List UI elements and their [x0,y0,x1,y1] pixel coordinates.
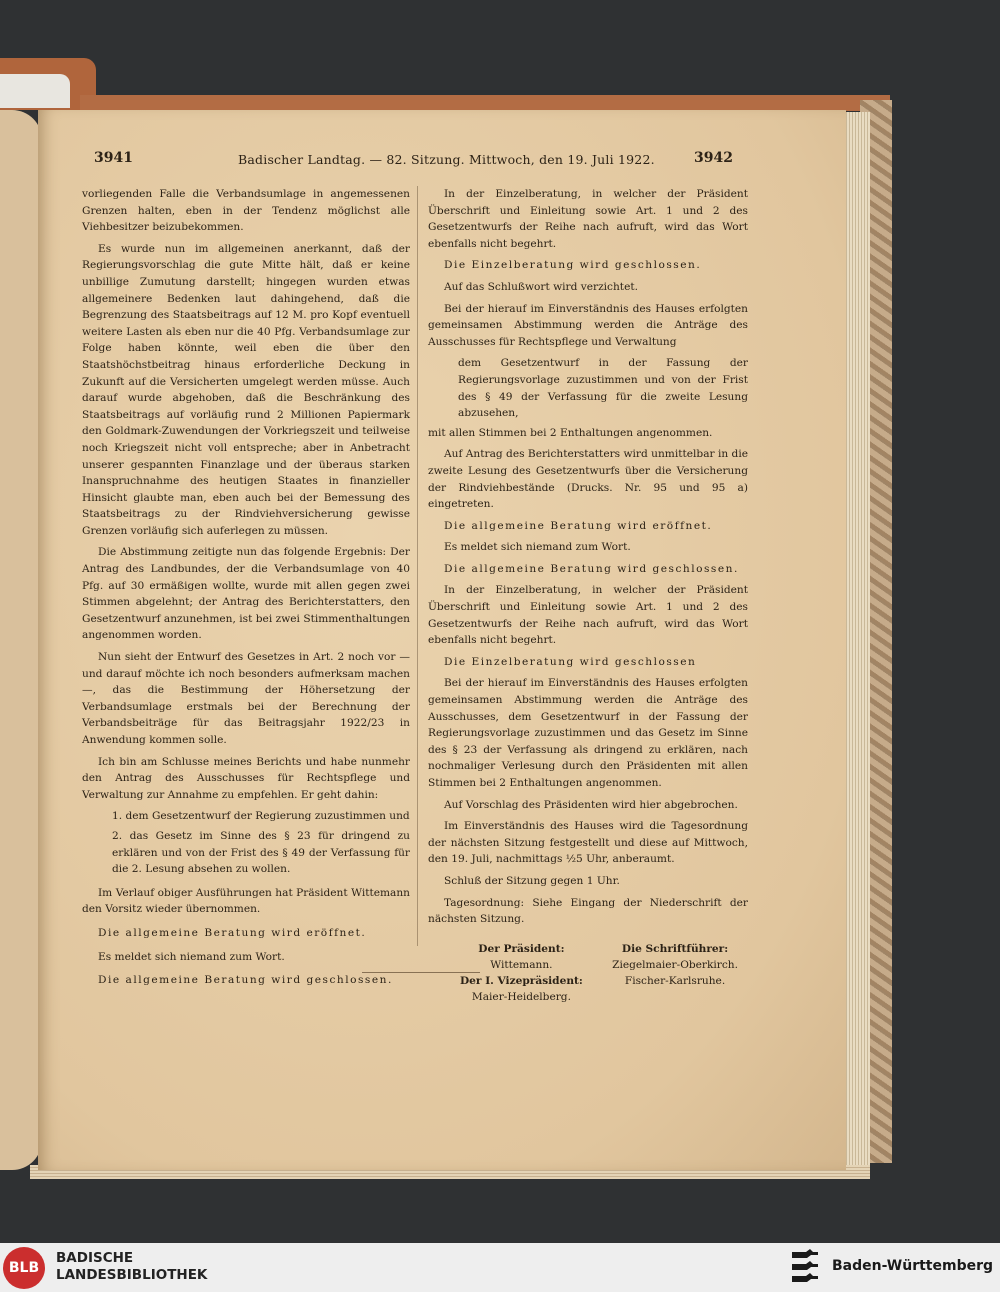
running-head: Badischer Landtag. — 82. Sitzung. Mittwoch, den 19. Juli 1922. [238,152,655,167]
paragraph: Es wurde nun im allgemeinen anerkannt, daß der Regierungsvorschlag die gute Mitte hält, daß er keine unbillige Zumutung darstellt; hingegen wurden etwas allgemeinere Bedenken laut dahingehend, daß die Begrenzung des Staatsbeitrags auf 12 M. pro Kopf eventuell weitere Lasten als eben nur die 40 Pfg. Verbandsumlage zur Folge haben könnte, weil eben die über den Staatshöchstbeitrag hinaus erforderliche Deckung in Zukunft auf die Versicherten umgelegt werden müsse. Auch darauf wurde abgehoben, daß die Beschränkung des Staatsbeitrags auf vorläufig rund 2 Millionen Papiermark den Goldmark-Zuwendungen der Vorkriegszeit und teilweise noch Kriegszeit nicht voll entspreche; aber in Anbetracht unserer gespannten Finanzlage und der überaus starken Inanspruchnahme des heutigen Staates in finanzieller Hinsicht glaubte man, eben auch bei der Bemessung des Staatsbeitrags zu der Rindviehversicherung gewisse Grenzen vorläufig sich auferlegen zu müssen. [82,242,410,537]
paragraph: Auf das Schlußwort wird verzichtet. [444,280,638,293]
book-strap-lining [0,74,70,108]
paragraph: Im Einverständnis des Hauses wird die Tagesordnung der nächsten Sitzung festgestellt und diese auf Mittwoch, den 19. Juli, nachmittags ½5 Uhr, anberaumt. [428,820,748,866]
paragraph: Es meldet sich niemand zum Wort. [98,950,285,963]
paragraph: Auf Antrag des Berichterstatters wird unmittelbar in die zweite Lesung des Gesetzentwurfs über die Versicherung der Rindviehbestände (Drucks. Nr. 95 und 95 a) eingetreten. [428,448,748,511]
list-item: 1. dem Gesetzentwurf der Regierung zuzustimmen und [112,810,410,823]
list-item: dem Gesetzentwurf in der Fassung der Regierungsvorlage zuzustimmen und von der Frist des § 49 der Verfassung für die zweite Lesung abzusehen, [458,357,748,420]
blb-logo-icon[interactable]: BLB [3,1247,45,1289]
paragraph: vorliegenden Falle die Verbandsumlage in angemessenen Grenzen halten, eben in der Tendenz möglichst alle Viehbesitzer beizubekommen. [82,188,410,234]
left-column [82,186,410,994]
paragraph: Nun sieht der Entwurf des Gesetzes in Art. 2 noch vor — und darauf möchte ich noch besonders aufmerksam machen —, das die Bestimmung der Höhersetzung der Verbandsumlage erstmals bei der Berechnung der Verbandsbeiträge für das Beitragsjahr 1922/23 in Anwendung kommen solle. [82,651,410,746]
paragraph: Bei der hierauf im Einverständnis des Hauses erfolgten gemeinsamen Abstimmung werden die Anträge des Ausschusses, dem Gesetzentwurf in der Fassung der Regierungsvorlage zuzustimmen und das Gesetz im Sinne des § 23 der Verfassung als dringend zu erklären, nach nochmaliger Verlesung durch den Präsidenten mit allen Stimmen bei 2 Enthaltungen angenommen. [428,677,748,789]
library-name-line: BADISCHE [56,1250,134,1266]
paragraph: In der Einzelberatung, in welcher der Präsident Überschrift und Einleitung sowie Art. 1 und 2 des Gesetzentwurfs der Reihe nach aufruft, wird das Wort ebenfalls nicht begehrt. [428,584,748,647]
end-rule [362,972,480,973]
page-number-left: 3941 [94,150,133,166]
page-number-right: 3942 [694,150,733,166]
paragraph: Die allgemeine Beratung wird eröffnet. [98,926,367,939]
signature-title: Der Präsident: [478,942,565,955]
paragraph: Die Abstimmung zeitigte nun das folgende Ergebnis: Der Antrag des Landbundes, der die Verbandsumlage von 40 Pfg. auf 30 ermäßigen wollte, wurde mit allen gegen zwei Stimmen abgelehnt; der Antrag des Berichterstatters, den Gesetzentwurf anzunehmen, ist bei zwei Stimmenthaltungen angenommen worden. [82,546,410,642]
paragraph: Die Einzelberatung wird geschlossen. [444,259,702,272]
library-name-line: LANDESBIBLIOTHEK [56,1267,208,1283]
signature-title: Der I. Vizepräsident: [460,974,583,987]
bw-lions-icon [790,1248,820,1286]
signature-name: Maier-Heidelberg. [471,990,571,1003]
signature-name: Ziegelmaier-Oberkirch. [612,958,738,971]
paragraph: Die allgemeine Beratung wird geschlossen. [98,974,393,987]
library-name[interactable] [56,1250,207,1284]
paragraph: Bei der hierauf im Einverständnis des Hauses erfolgten gemeinsamen Abstimmung werden die Anträge des Ausschusses für Rechtspflege und Verwaltung [428,302,748,348]
facing-page-curl [0,110,42,1170]
right-column [428,186,748,1005]
signature-title: Die Schriftführer: [621,942,729,955]
paragraph: Schluß der Sitzung gegen 1 Uhr. [444,874,620,887]
paragraph: mit allen Stimmen bei 2 Enthaltungen angenommen. [428,426,713,439]
paragraph: Die allgemeine Beratung wird geschlossen. [444,562,739,575]
paragraph: Auf Vorschlag des Präsidenten wird hier abgebrochen. [444,798,738,811]
signature-name: Wittemann. [490,958,553,971]
list-item: 2. das Gesetz im Sinne des § 23 für dringend zu erklären und von der Frist des § 49 der Verfassung für die 2. Lesung absehen zu wollen. [112,829,410,876]
paragraph: Im Verlauf obiger Ausführungen hat Präsident Wittemann den Vorsitz wieder übernommen. [82,886,410,916]
paragraph: Es meldet sich niemand zum Wort. [444,541,631,554]
paragraph: Ich bin am Schlusse meines Berichts und habe nunmehr den Antrag des Ausschusses für Rechtspflege und Verwaltung zur Annahme zu empfehlen. Er geht dahin: [82,755,410,801]
paragraph: In der Einzelberatung, in welcher der Präsident Überschrift und Einleitung sowie Art. 1 und 2 des Gesetzentwurfs der Reihe nach aufruft, wird das Wort ebenfalls nicht begehrt. [428,188,748,250]
state-name[interactable]: Baden-Württemberg [832,1258,994,1274]
binding-edge-top [80,95,890,111]
signature-secretaries [612,941,738,1005]
paragraph: Die Einzelberatung wird geschlossen [444,655,697,668]
page-header [38,150,846,170]
column-divider [417,186,418,946]
signature-block [428,933,748,1005]
signature-name: Fischer-Karlsruhe. [624,974,726,987]
document-page [38,110,846,1170]
paragraph: Tagesordnung: Siehe Eingang der Niederschrift der nächsten Sitzung. [428,896,748,926]
paragraph: Die allgemeine Beratung wird eröffnet. [444,519,713,532]
